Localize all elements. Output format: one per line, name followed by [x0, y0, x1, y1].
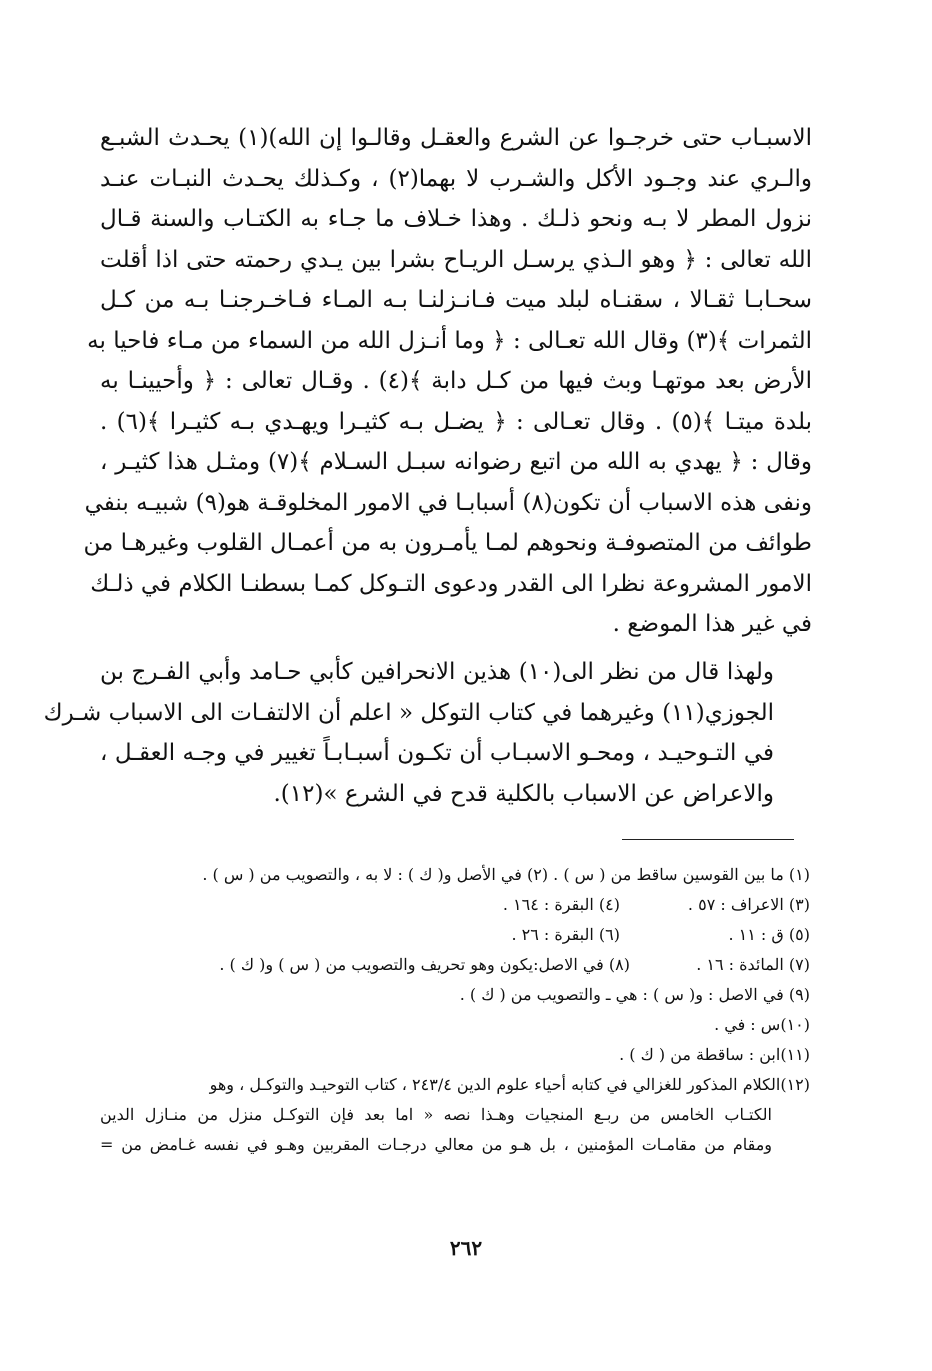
footnote: (٦) البقرة : ٢٦ . — [511, 925, 620, 944]
footnote: (٤) البقرة : ١٦٤ . — [502, 895, 620, 914]
page-number: ٢٦٢ — [449, 1236, 483, 1260]
text-line: في التـوحيـد ، ومحـو الاسبـاب أن تكـون أسبـابـاً تغيير في وجـه العقـل ، — [100, 740, 774, 766]
footnote-row — [100, 950, 810, 980]
footnote-continuation: الكتـاب الخامس من ربـع المنجيات وهـذا نصه « اما بعد فإن التوكـل منزل من منـازل الدين — [100, 1105, 772, 1124]
text-line: الله تعالى : ﴿ وهو الـذي يرسـل الريـاح بشرا بين يـدي رحمته حتى اذا أقلت — [100, 246, 812, 273]
footnote-continuation: ومقام من مقامـات المؤمنين ، بل هـو من معالي درجـات المقربين وهـو في نفسه غـامض من = — [100, 1135, 772, 1154]
footnote: (١٠)س : في . — [714, 1015, 810, 1034]
footnote: (٧) المائدة : ١٦ . — [696, 955, 810, 974]
footnote-separator — [622, 839, 794, 840]
footnote: (٥) ق : ١١ . — [728, 925, 810, 944]
text-line: طوائف من المتصوفـة ونحوهم لمـا يأمـرون به من أعمـال القلوب وغيرهـا من — [83, 530, 812, 556]
text-line: الأرض بعد موتهـا وبث فيها من كـل دابة ﴾(٤) . وقـال تعالى : ﴿ وأحيينـا به — [100, 368, 812, 394]
footnote-row — [100, 920, 810, 950]
text-line: سحـابـا ثقـالا ، سقنـاه لبلد ميت فـانـزلنـا بـه المـاء فـاخـرجنـا بـه من كـل — [100, 287, 812, 313]
footnote-row — [100, 1070, 810, 1100]
text-line: نزول المطر لا بـه ونحو ذلـك . وهذا خـلاف ما جـاء به الكتـاب والسنة قـال — [100, 206, 812, 232]
text-line: والـري عند وجـود الأكل والشـرب لا بهما(٢) ، وكـذلك يحـدث النبـات عنـد — [100, 165, 812, 192]
text-line: وقال : ﴿ يهدي به الله من اتبع رضوانه سبـل السـلام ﴾(٧) ومثـل هذا كثيـر ، — [100, 449, 813, 475]
text-line: ولهذا قال من نظر الى(١٠) هذين الانحرافين كأبي حـامد وأبي الفـرج بن — [100, 659, 774, 685]
footnote-row — [100, 980, 810, 1010]
footnotes — [100, 860, 810, 1160]
text-line: الثمرات ﴾(٣) وقال الله تعـالى : ﴿ وما أنـزل الله من السماء من مـاء فاحيا به — [87, 327, 812, 354]
paragraph-1 — [83, 118, 813, 645]
text-line: الجوزي(١١) وغيرهما في كتاب التوكل « اعلم أن الالتفـات الى الاسباب شـرك — [43, 699, 774, 726]
footnote: (٩) في الاصل : و( س ) : هي ـ والتصويب من ( ك ) . — [459, 985, 810, 1004]
footnote-row — [100, 890, 810, 920]
footnote-row — [100, 1040, 810, 1070]
footnote: (٨) في الاصل:يكون وهو تحريف والتصويب من ( س ) و( ك ) . — [219, 955, 630, 974]
text-line: ونفى هذه الاسباب أن تكون(٨) أسبابـا في الامور المخلوقـة هو(٩) شبيـه بنفي — [84, 489, 812, 516]
text-line: والاعراض عن الاسباب بالكلية قدح في الشرع »(١٢). — [273, 780, 774, 807]
text-line: في غير هذا الموضع . — [612, 611, 812, 637]
footnote-row — [100, 1010, 810, 1040]
footnote: (١١)ابن : ساقطة من ( ك ) . — [619, 1045, 810, 1064]
footnote: (١) ما بين القوسين ساقط من ( س ) . (٢) في الأصل و( ك ) : لا به ، والتصويب من ( س ) . — [202, 865, 810, 884]
footnote-row — [100, 860, 810, 890]
footnote: (٣) الاعراف : ٥٧ . — [687, 895, 810, 914]
paragraph-2 — [43, 652, 812, 814]
text-line: الامور المشروعة نظرا الى القدر ودعوى التـوكل كمـا بسطنـا الكلام في ذلـك — [90, 570, 812, 597]
footnote: (١٢)الكلام المذكور للغزالي في كتابه أحياء علوم الدين ٢٤٣/٤ ، كتاب التوحيـد والتوكـل ، وهو — [209, 1075, 810, 1094]
text-line: بلدة ميتـا ﴾(٥) . وقال تعـالى : ﴿ يضـل بـه كثيـرا ويهـدي بـه كثيـرا ﴾(٦) . — [100, 408, 812, 435]
text-line: الاسبـاب حتى خرجـوا عن الشرع والعقـل وقالـوا إن الله)(١) يحـدث الشبـع — [100, 125, 812, 151]
